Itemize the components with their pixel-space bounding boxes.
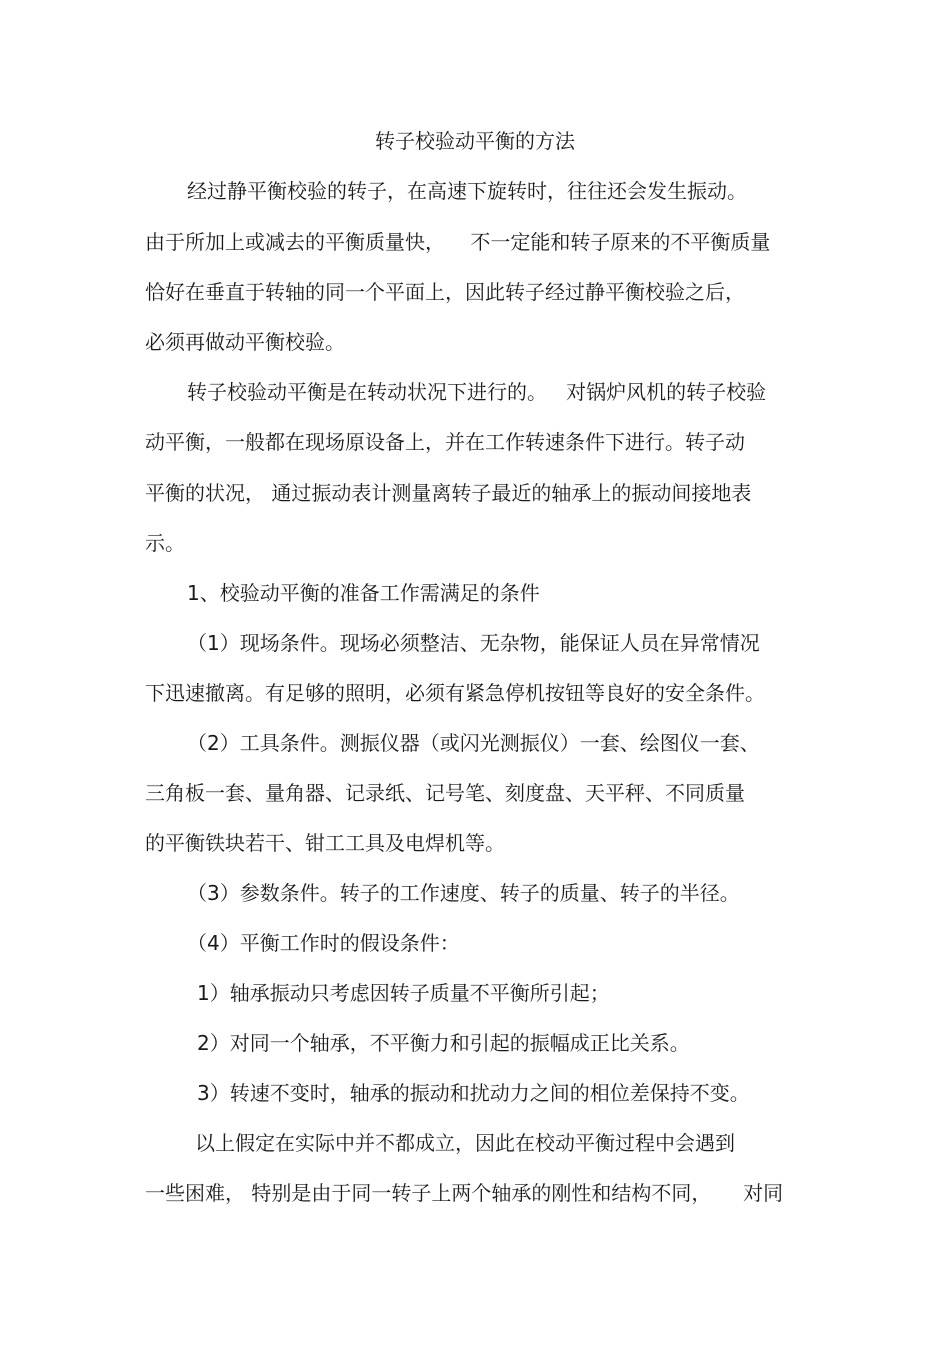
paragraph-line: 以上假定在实际中并不都成立，因此在校动平衡过程中会遇到 [195, 1131, 735, 1155]
page-title: 转子校验动平衡的方法 [375, 129, 575, 153]
paragraph-line: 下迅速撤离。有足够的照明，必须有紧急停机按钮等良好的安全条件。 [145, 681, 765, 705]
paragraph-line: 平衡的状况， 通过振动表计测量离转子最近的轴承上的振动间接地表 [145, 481, 752, 505]
paragraph-line: 示。 [145, 531, 185, 555]
list-item: 1）轴承振动只考虑因转子质量不平衡所引起； [197, 981, 610, 1005]
paragraph-line: （4）平衡工作时的假设条件： [187, 931, 460, 955]
paragraph-line: 转子校验动平衡是在转动状况下进行的。 对锅炉风机的转子校验 [187, 380, 767, 404]
paragraph-line: （2）工具条件。测振仪器（或闪光测振仪）一套、绘图仪一套、 [187, 731, 760, 755]
section-heading: 1、校验动平衡的准备工作需满足的条件 [187, 581, 540, 605]
paragraph-line: 的平衡铁块若干、钳工工具及电焊机等。 [145, 831, 505, 855]
paragraph-line: 动平衡，一般都在现场原设备上，并在工作转速条件下进行。转子动 [145, 430, 745, 454]
paragraph-line: 三角板一套、量角器、记录纸、记号笔、刻度盘、天平秤、不同质量 [145, 781, 745, 805]
paragraph-line: 必须再做动平衡校验。 [145, 330, 345, 354]
paragraph-line: 一些困难， 特别是由于同一转子上两个轴承的刚性和结构不同， 对同 [145, 1181, 784, 1205]
paragraph-line: 经过静平衡校验的转子，在高速下旋转时，往往还会发生振动。 [187, 179, 747, 203]
paragraph-line: 由于所加上或减去的平衡质量快， 不一定能和转子原来的不平衡质量 [145, 230, 771, 254]
paragraph-line: （3）参数条件。转子的工作速度、转子的质量、转子的半径。 [187, 881, 740, 905]
paragraph-line: 恰好在垂直于转轴的同一个平面上，因此转子经过静平衡校验之后， [145, 280, 745, 304]
paragraph-line: （1）现场条件。现场必须整洁、无杂物，能保证人员在异常情况 [187, 631, 760, 655]
list-item: 2）对同一个轴承，不平衡力和引起的振幅成正比关系。 [197, 1031, 690, 1055]
list-item: 3）转速不变时，轴承的振动和扰动力之间的相位差保持不变。 [197, 1081, 750, 1105]
